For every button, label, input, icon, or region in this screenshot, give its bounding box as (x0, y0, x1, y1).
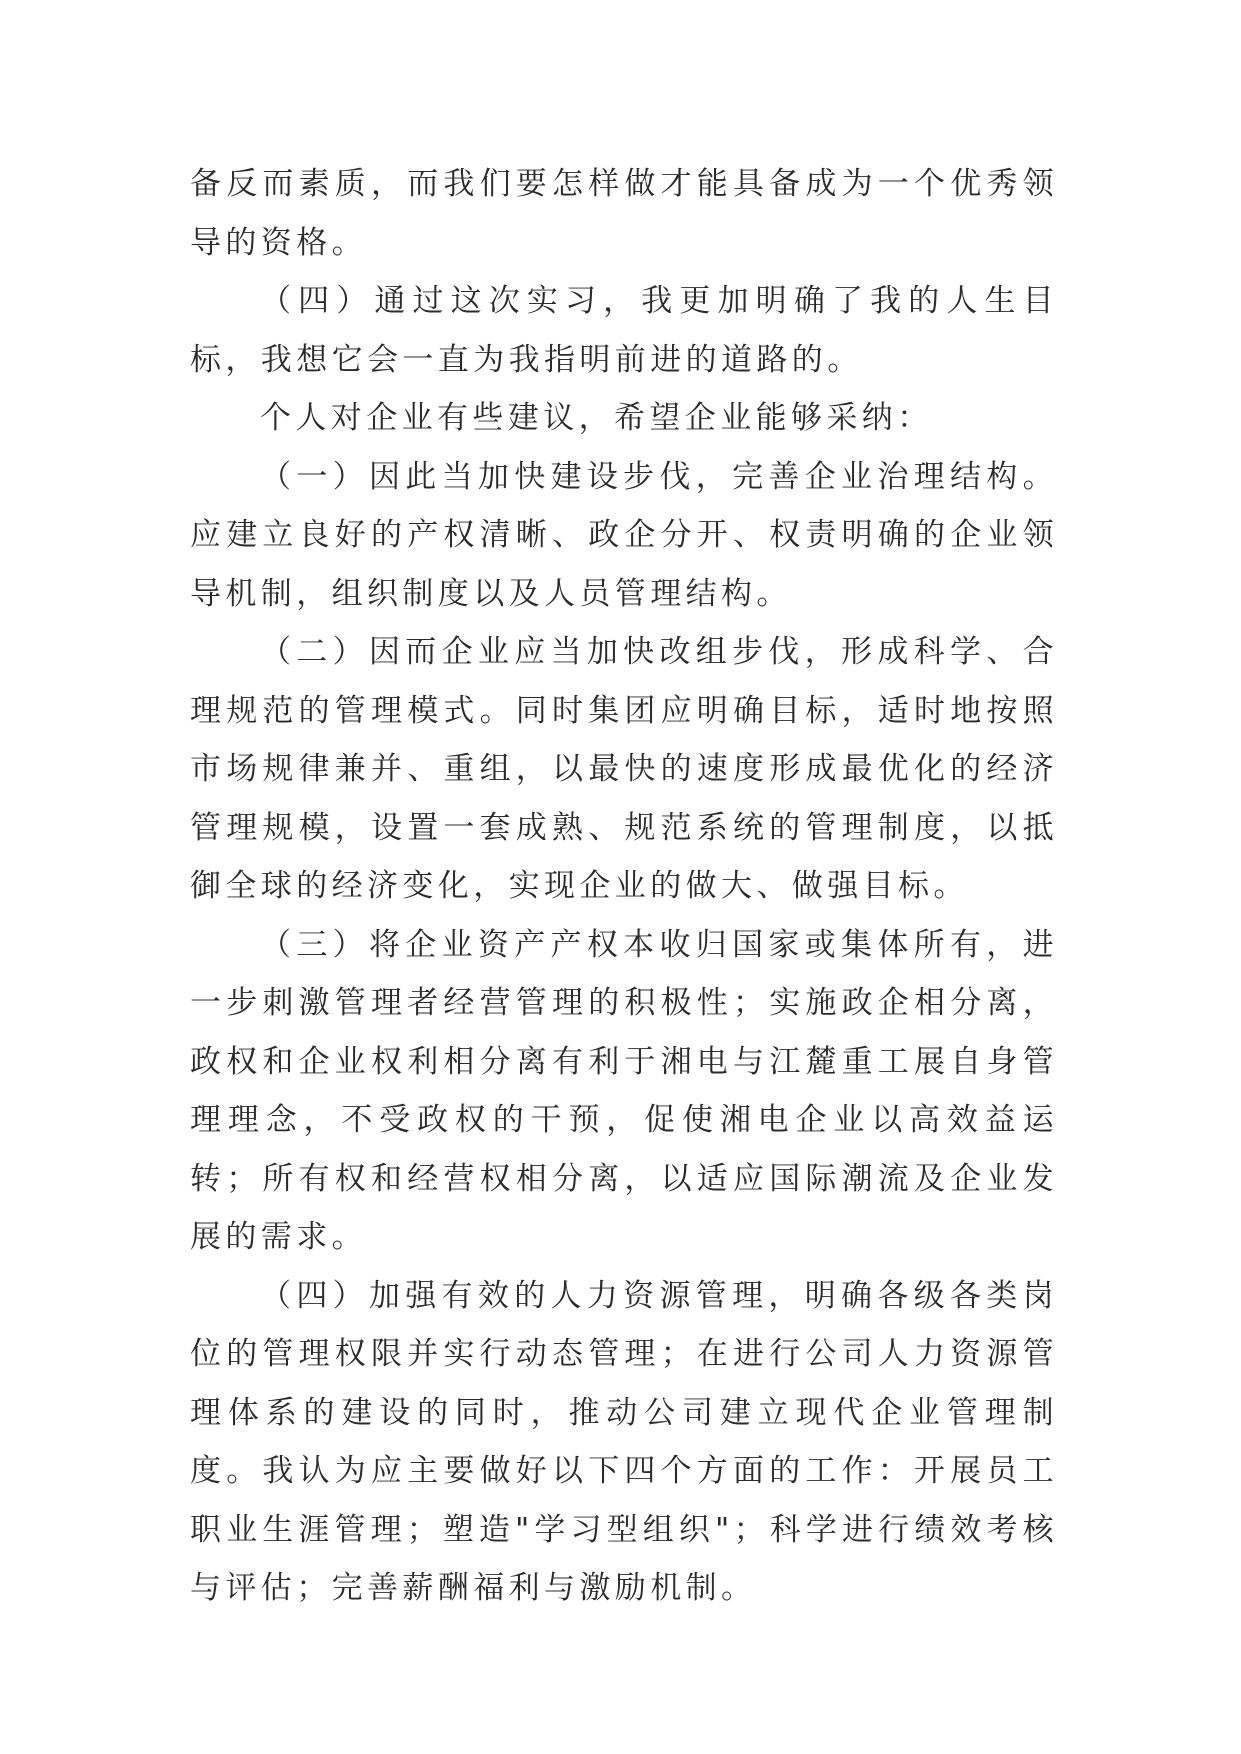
paragraph-continuation: 备反而素质，而我们要怎样做才能具备成为一个优秀领导的资格。 (190, 166, 1058, 261)
paragraph-suggestions-intro: 个人对企业有些建议，希望企业能够采纳： (260, 400, 933, 436)
paragraph-suggestion-one: （一）因此当加快建设步伐，完善企业治理结构。应建立良好的产权清晰、政企分开、权责明确的企业领导机制，组织制度以及人员管理结构。 (190, 458, 1058, 612)
paragraph-suggestion-two: （二）因而企业应当加快改组步伐，形成科学、合理规范的管理模式。同时集团应明确目标，适时地按照市场规律兼并、重组，以最快的速度形成最优化的经济管理规模，设置一套成熟、规范系统的管理制度，以抵御全球的经济变化，实现企业的做大、做强目标。 (190, 634, 1058, 904)
paragraph-suggestion-three: （三）将企业资产产权本收归国家或集体所有，进一步刺激管理者经营管理的积极性；实施政企相分离，政权和企业权利相分离有利于湘电与江麓重工展自身管理理念，不受政权的干预，促使湘电企业以高效益运转；所有权和经营权相分离，以适应国际潮流及企业发展的需求。 (190, 926, 1058, 1255)
document-body (190, 155, 1058, 1618)
paragraph-suggestion-four: （四）加强有效的人力资源管理，明确各级各类岗位的管理权限并实行动态管理；在进行公司人力资源管理体系的建设的同时，推动公司建立现代企业管理制度。我认为应主要做好以下四个方面的工作：开展员工职业生涯管理；塑造"学习型组织"；科学进行绩效考核与评估；完善薪酬福利与激励机制。 (190, 1277, 1058, 1606)
paragraph-point-four-goal: （四）通过这次实习，我更加明确了我的人生目标，我想它会一直为我指明前进的道路的。 (190, 283, 1058, 378)
